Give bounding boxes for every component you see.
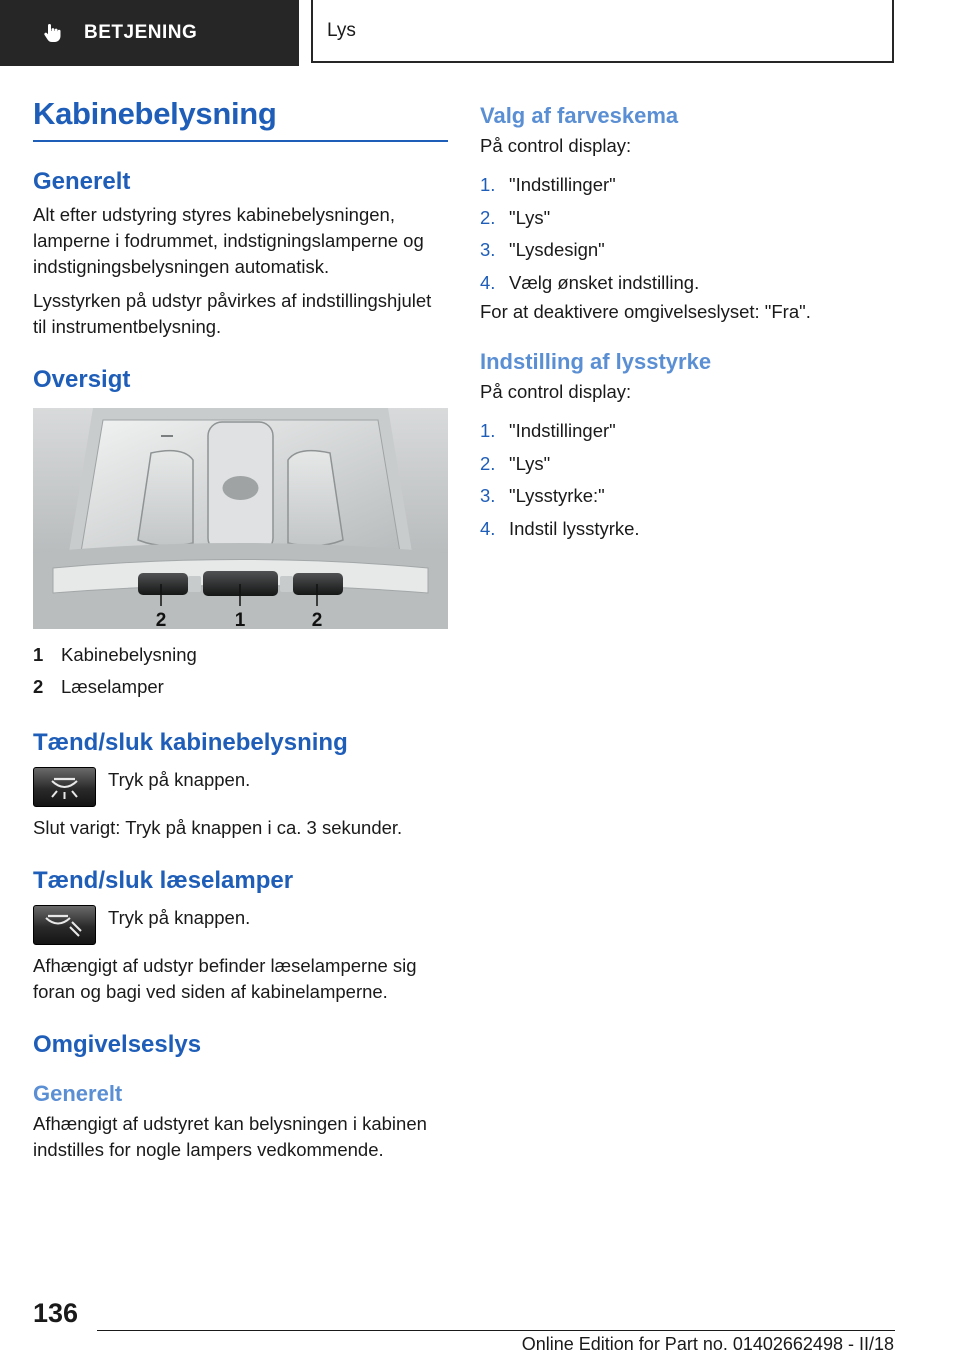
section-title-box bbox=[311, 0, 894, 63]
overhead-console-photo bbox=[33, 408, 448, 629]
step-text: "Lys" bbox=[509, 206, 551, 228]
chapter-tab[interactable] bbox=[0, 0, 299, 66]
right-column bbox=[480, 103, 900, 545]
reading-button-instruction: Tryk på knappen. bbox=[108, 907, 251, 928]
cabin-button-instruction: Tryk på knappen. bbox=[108, 769, 251, 790]
step-text: "Indstillinger" bbox=[509, 174, 616, 195]
cabin-light-button-row bbox=[33, 767, 448, 807]
brightness-steps bbox=[480, 415, 900, 545]
step-text: "Lysstyrke:" bbox=[509, 485, 605, 506]
reading-light-button-row bbox=[33, 905, 448, 945]
photo-callout-right: 2 bbox=[311, 610, 323, 629]
step-number: 2. bbox=[480, 206, 496, 228]
section-title: Lys bbox=[327, 19, 356, 41]
ambient-heading: Omgivelseslys bbox=[33, 1031, 202, 1058]
footer-divider bbox=[97, 1330, 895, 1331]
reading-light-button-icon bbox=[33, 905, 96, 945]
left-column bbox=[33, 96, 448, 1163]
step-number: 1. bbox=[480, 420, 496, 441]
list-item bbox=[480, 267, 900, 300]
general-paragraph-2: Lysstyrken på udstyr påvirkes af indstillingshjulet til instrumentbelysning. bbox=[33, 290, 432, 337]
photo-callout-center: 1 bbox=[234, 610, 246, 629]
cabin-toggle-heading: Tænd/sluk kabinebelysning bbox=[33, 729, 348, 756]
list-item bbox=[480, 480, 900, 513]
legend-text: Kabinebelysning bbox=[61, 644, 197, 665]
step-number: 1. bbox=[480, 174, 496, 195]
chapter-tab-label: BETJENING bbox=[84, 22, 198, 43]
ambient-paragraph: Afhængigt af udstyret kan belysningen i kabinen indstilles for nogle lampers vedkommende. bbox=[33, 1113, 427, 1160]
step-number: 4. bbox=[480, 517, 496, 539]
color-scheme-note: For at deaktivere omgivelseslyset: "Fra". bbox=[480, 301, 811, 322]
color-scheme-heading: Valg af farveskema bbox=[480, 103, 679, 128]
legend-number: 2 bbox=[33, 676, 44, 697]
step-number: 4. bbox=[480, 271, 496, 293]
ambient-subheading: Generelt bbox=[33, 1081, 123, 1106]
photo-legend bbox=[33, 639, 448, 703]
general-heading: Generelt bbox=[33, 168, 131, 195]
list-item bbox=[480, 202, 900, 235]
color-scheme-intro: På control display: bbox=[480, 135, 632, 156]
step-number: 2. bbox=[480, 452, 496, 474]
legend-text: Læselamper bbox=[61, 676, 164, 697]
step-text: Indstil lysstyrke. bbox=[509, 517, 640, 539]
list-item bbox=[480, 415, 900, 448]
brightness-intro: På control display: bbox=[480, 381, 632, 402]
cabin-light-button-icon bbox=[33, 767, 96, 807]
footer-edition: Online Edition for Part no. 01402662498 - II/18 bbox=[521, 1334, 894, 1354]
brightness-heading: Indstilling af lysstyrke bbox=[480, 349, 712, 374]
list-item bbox=[480, 234, 900, 267]
reading-toggle-heading: Tænd/sluk læselamper bbox=[33, 867, 294, 894]
step-text: "Lysdesign" bbox=[509, 239, 605, 260]
list-item bbox=[480, 448, 900, 481]
color-scheme-steps bbox=[480, 169, 900, 299]
page-header bbox=[0, 0, 960, 66]
hand-pointer-icon bbox=[40, 21, 64, 45]
step-text: Vælg ønsket indstilling. bbox=[509, 271, 700, 293]
legend-item bbox=[33, 671, 448, 703]
general-paragraph-1: Alt efter udstyring styres kabinebelysningen, lamperne i fodrummet, indstigningslamperne og indstigningsbelysningen automatisk. bbox=[33, 204, 424, 277]
list-item bbox=[480, 169, 900, 202]
legend-number: 1 bbox=[33, 644, 44, 665]
overview-heading: Oversigt bbox=[33, 366, 131, 393]
page-title: Kabinebelysning bbox=[33, 96, 448, 142]
reading-toggle-note: Afhængigt af udstyr befinder læselamperne sig foran og bagi ved siden af kabinelamperne. bbox=[33, 955, 417, 1002]
step-number: 3. bbox=[480, 239, 496, 260]
step-text: "Indstillinger" bbox=[509, 420, 616, 441]
legend-item bbox=[33, 639, 448, 671]
step-text: "Lys" bbox=[509, 452, 551, 474]
photo-callout-left: 2 bbox=[155, 610, 167, 629]
list-item bbox=[480, 513, 900, 546]
page-number: 136 bbox=[33, 1298, 79, 1328]
cabin-toggle-note: Slut varigt: Tryk på knappen i ca. 3 sekunder. bbox=[33, 817, 403, 838]
step-number: 3. bbox=[480, 485, 496, 506]
